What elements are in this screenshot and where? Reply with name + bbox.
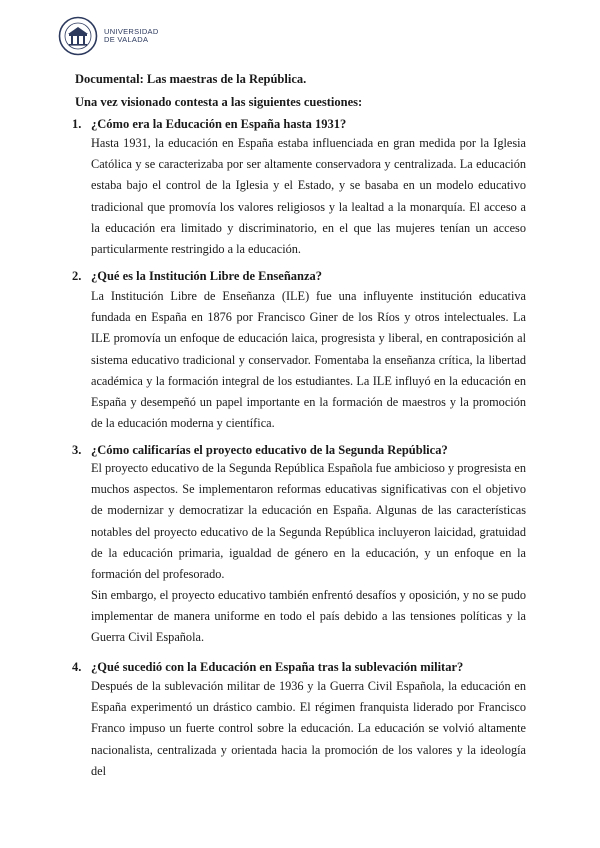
question-number: 3.	[72, 443, 82, 457]
document-title: Documental: Las maestras de la República.	[75, 72, 307, 86]
question-text: ¿Qué es la Institución Libre de Enseñanza?	[91, 269, 323, 283]
logo-line-2: DE VALADA	[104, 35, 149, 44]
question-4-title	[72, 660, 463, 674]
question-number: 1.	[72, 117, 82, 131]
answer-3-paragraph-2: Sin embargo, el proyecto educativo también enfrentó desafíos y oposición, y no se pudo implementar de manera uniforme en todo el país debido a las tensiones políticas y la Guerra Civil Española.	[91, 588, 526, 645]
answer-3-paragraph-1: El proyecto educativo de la Segunda República Española fue ambicioso y progresista en muchos aspectos. Se implementaron reformas educativas significativas con el objetivo de modernizar y democratizar la educación en España. Algunas de las características notables del proyecto educativo de la Segunda República incluyeron laicidad, gratuidad de la educación primaria, igualdad de género en la educación, y un enfoque en la formación del profesorado.	[91, 461, 526, 582]
question-number: 4.	[72, 660, 82, 674]
answer-4-paragraph: Después de la sublevación militar de 1936 y la Guerra Civil Española, la educación en España experimentó un drástico cambio. El régimen franquista liderado por Francisco Franco impuso un fuerte control sobre la educación. La educación se volvió altamente nacionalista, centralizada y orientada hacia la promoción de los valores y la ideología del	[91, 679, 526, 778]
logo-text	[104, 28, 159, 45]
question-1-title	[72, 117, 346, 131]
university-seal-icon	[58, 16, 98, 56]
question-number: 2.	[72, 269, 82, 283]
instruction-text: Una vez visionado contesta a las siguientes cuestiones:	[75, 95, 363, 109]
logo-line-1: UNIVERSIDAD	[104, 26, 159, 36]
answer-1-paragraph: Hasta 1931, la educación en España estaba influenciada en gran medida por la Iglesia Católica y se caracterizaba por ser altamente conservadora y centralizada. La educación estaba bajo el control de la Iglesia y el Estado, y se basaba en un modelo educativo tradicional que promovía los valores religiosos y la lealtad a la monarquía. El acceso a la educación era limitado y discriminatorio, en el que las mujeres tenían un acceso particularmente restringido a la educación.	[91, 136, 526, 257]
question-text: ¿Qué sucedió con la Educación en España tras la sublevación militar?	[91, 660, 464, 674]
question-2-title	[72, 269, 322, 283]
question-text: ¿Cómo calificarías el proyecto educativo de la Segunda República?	[91, 443, 448, 457]
question-3-title	[72, 443, 448, 457]
question-text: ¿Cómo era la Educación en España hasta 1931?	[91, 117, 347, 131]
university-logo	[58, 16, 159, 56]
answer-2-paragraph: La Institución Libre de Enseñanza (ILE) fue una influyente institución educativa fundada en España en 1876 por Francisco Giner de los Ríos y otros intelectuales. La ILE promovía un enfoque de educación laica, progresista y liberal, en contraposición al sistema educativo tradicional y conservador. Fomentaba la enseñanza crítica, la libertad académica y la formación integral de los estudiantes. La ILE influyó en la educación en España y desempeñó un papel importante en la formación de maestros y la promoción de la educación moderna y científica.	[91, 289, 526, 431]
